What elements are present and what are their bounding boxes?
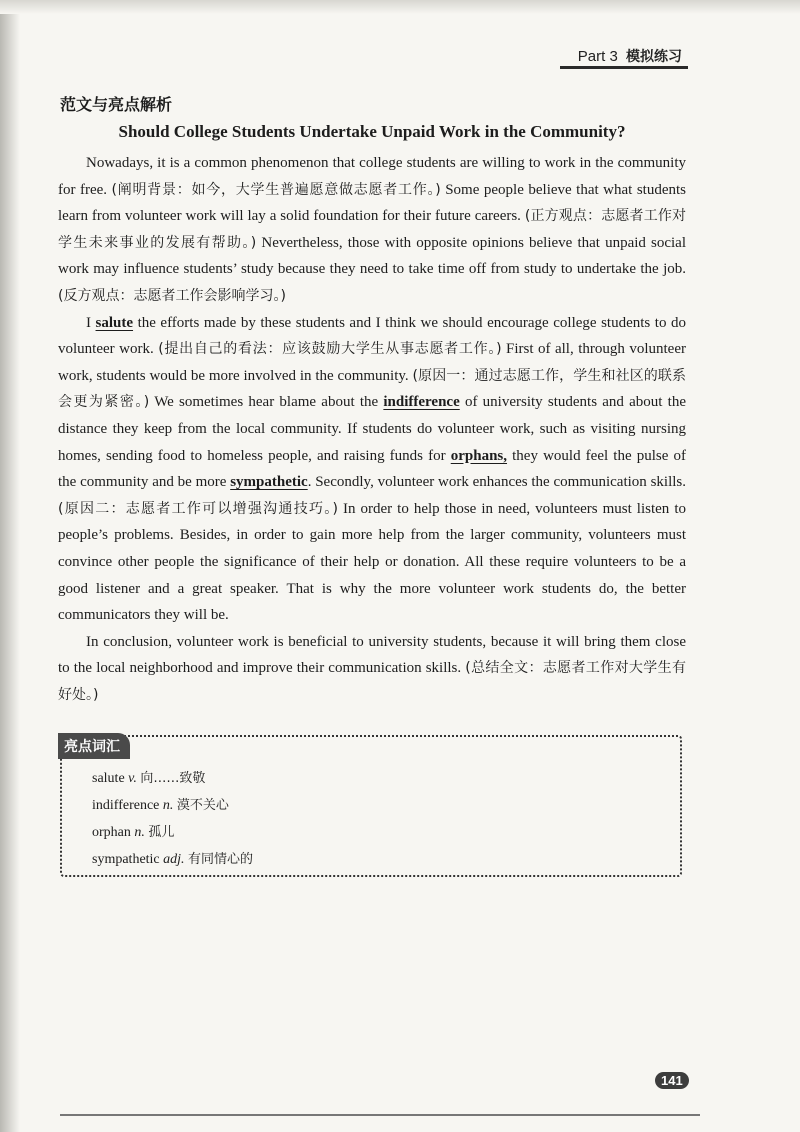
chinese-annotation: (总结全文：志愿者工作对大学生有好处。) <box>58 660 686 703</box>
vocab-list <box>92 765 253 873</box>
chinese-annotation: (原因一：通过志愿工作，学生和社区的联系会更为紧密。) <box>58 367 687 411</box>
vocab-meaning: 漠不关心 <box>176 798 229 813</box>
vocab-pos: v. <box>128 771 137 786</box>
vocab-word: sympathetic <box>92 852 160 867</box>
vocab-meaning: 有同情心的 <box>188 852 254 867</box>
vocab-word: indifference <box>92 798 160 813</box>
running-header <box>578 46 682 66</box>
vocab-pos: n. <box>134 825 145 840</box>
header-rule <box>560 66 688 69</box>
essay-text: I <box>86 314 96 331</box>
essay-title: Should College Students Undertake Unpaid Work in the Community? <box>118 122 626 141</box>
essay-body <box>58 150 686 708</box>
essay-text: Some people believe that what students learn from volunteer work will lay a solid foundation for their future careers. <box>58 181 686 225</box>
page-gutter-shadow <box>0 0 20 1132</box>
highlight-keyword: orphans, <box>450 447 508 464</box>
page-number: 141 <box>655 1072 689 1089</box>
vocab-word: orphan <box>92 825 131 840</box>
vocab-pos: n. <box>162 798 174 813</box>
highlight-keyword: indifference <box>383 394 460 411</box>
chinese-annotation: (提出自己的看法：应该鼓励大学生从事志愿者工作。) <box>158 341 502 358</box>
chinese-annotation: (原因二：志愿者工作可以增强沟通技巧。) <box>58 500 338 517</box>
essay-text: of university students and about the distance they keep from the local community. If students do volunteer work, such as visiting nursing homes, sending food to homeless people, and raising funds for <box>58 394 686 464</box>
vocab-word: salute <box>92 771 125 786</box>
paragraph-2 <box>58 310 686 629</box>
essay-text: In order to help those in need, volunteers must listen to people’s problems. Besides, in order to gain more help from the larger community, volunteers must convince other people the significance of their help or donation. All these require volunteers to be a good listener and a great speaker. That is why the more volunteer work students do, the better communicators they will be. <box>58 500 686 624</box>
chinese-annotation: (反方观点：志愿者工作会影响学习。) <box>58 287 286 304</box>
highlight-keyword: sympathetic <box>230 474 308 491</box>
essay-text: Nevertheless, those with opposite opinions believe that unpaid social work may influence students’ study because they need to take time off from study to undertake the job. <box>58 234 686 278</box>
vocab-item <box>92 765 253 792</box>
paragraph-3 <box>58 629 686 709</box>
vocab-pos: adj. <box>163 852 185 867</box>
vocab-item <box>92 846 253 873</box>
vocab-item <box>92 819 253 846</box>
bottom-rule <box>60 1114 700 1116</box>
essay-text: the efforts made by these students and I think we should encourage college students to do volunteer work. <box>58 314 686 358</box>
essay-text: Nowadays, it is a common phenomenon that college students are willing to work in the community for free. <box>58 155 686 198</box>
vocab-meaning: 向……致敬 <box>140 771 206 786</box>
essay-text: In conclusion, volunteer work is beneficial to university students, because it will bring them close to the local neighborhood and improve their communication skills. <box>58 633 686 677</box>
vocab-item <box>92 792 253 819</box>
section-title: 范文与亮点解析 <box>60 95 173 114</box>
vocab-meaning: 孤儿 <box>148 825 175 840</box>
chinese-annotation: (正方观点：志愿者工作对学生未来事业的发展有帮助。) <box>58 208 686 251</box>
essay-text: . Secondly, volunteer work enhances the communication skills. <box>307 474 686 491</box>
page-top-shadow <box>0 0 800 14</box>
essay-text: First of all, through volunteer work, students would be more involved in the community. <box>58 341 686 384</box>
highlight-keyword: salute <box>95 314 134 331</box>
vocab-label: 亮点词汇 <box>58 733 130 759</box>
chinese-annotation: (阐明背景：如今，大学生普遍愿意做志愿者工作。) <box>111 181 441 198</box>
header-part: Part 3 <box>577 48 618 65</box>
essay-text: they would feel the pulse of the community and be more <box>58 447 686 491</box>
essay-text: We sometimes hear blame about the <box>149 394 384 411</box>
header-title: 模拟练习 <box>626 49 682 65</box>
paragraph-1 <box>58 150 686 310</box>
